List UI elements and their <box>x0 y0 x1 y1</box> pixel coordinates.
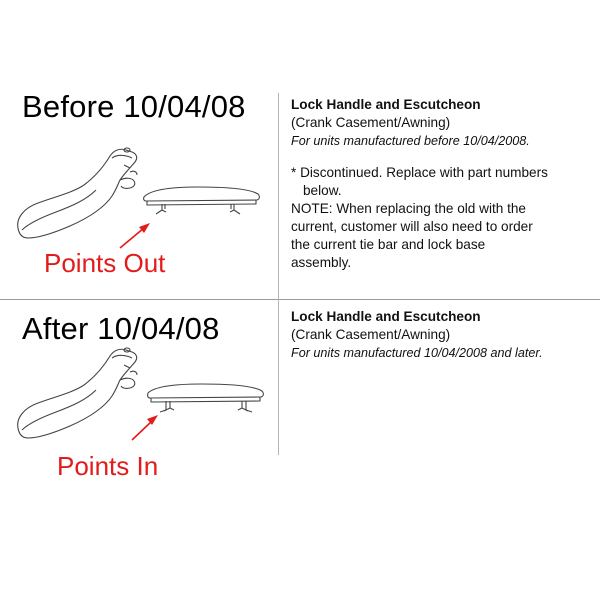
before-note-line: NOTE: When replacing the old with the <box>291 201 526 216</box>
before-note-line: the current tie bar and lock base <box>291 237 486 252</box>
before-discontinued-line2: below. <box>303 183 342 198</box>
before-discontinued-line1: * Discontinued. Replace with part numbers <box>291 165 548 180</box>
after-subtitle: (Crank Casement/Awning) <box>291 327 451 342</box>
escutcheon-icon <box>144 187 260 214</box>
lock-handle-icon <box>18 348 137 438</box>
after-callout: Points In <box>57 451 159 481</box>
before-note-line: current, customer will also need to order <box>291 219 533 234</box>
after-title: Lock Handle and Escutcheon <box>291 309 481 324</box>
arrow-icon <box>120 223 150 248</box>
escutcheon-icon <box>148 384 264 412</box>
before-heading: Before 10/04/08 <box>22 89 246 124</box>
after-description <box>291 308 596 362</box>
after-heading: After 10/04/08 <box>22 311 220 346</box>
arrow-icon <box>132 415 158 440</box>
before-title: Lock Handle and Escutcheon <box>291 97 481 112</box>
after-section <box>0 300 600 600</box>
before-callout: Points Out <box>44 248 166 278</box>
before-note-line: assembly. <box>291 255 352 270</box>
before-description <box>291 96 596 272</box>
before-note-italic: For units manufactured before 10/04/2008. <box>291 134 530 148</box>
before-subtitle: (Crank Casement/Awning) <box>291 115 451 130</box>
lock-handle-icon <box>18 148 137 238</box>
after-illustration <box>0 300 280 600</box>
after-note-italic: For units manufactured 10/04/2008 and later. <box>291 346 543 360</box>
